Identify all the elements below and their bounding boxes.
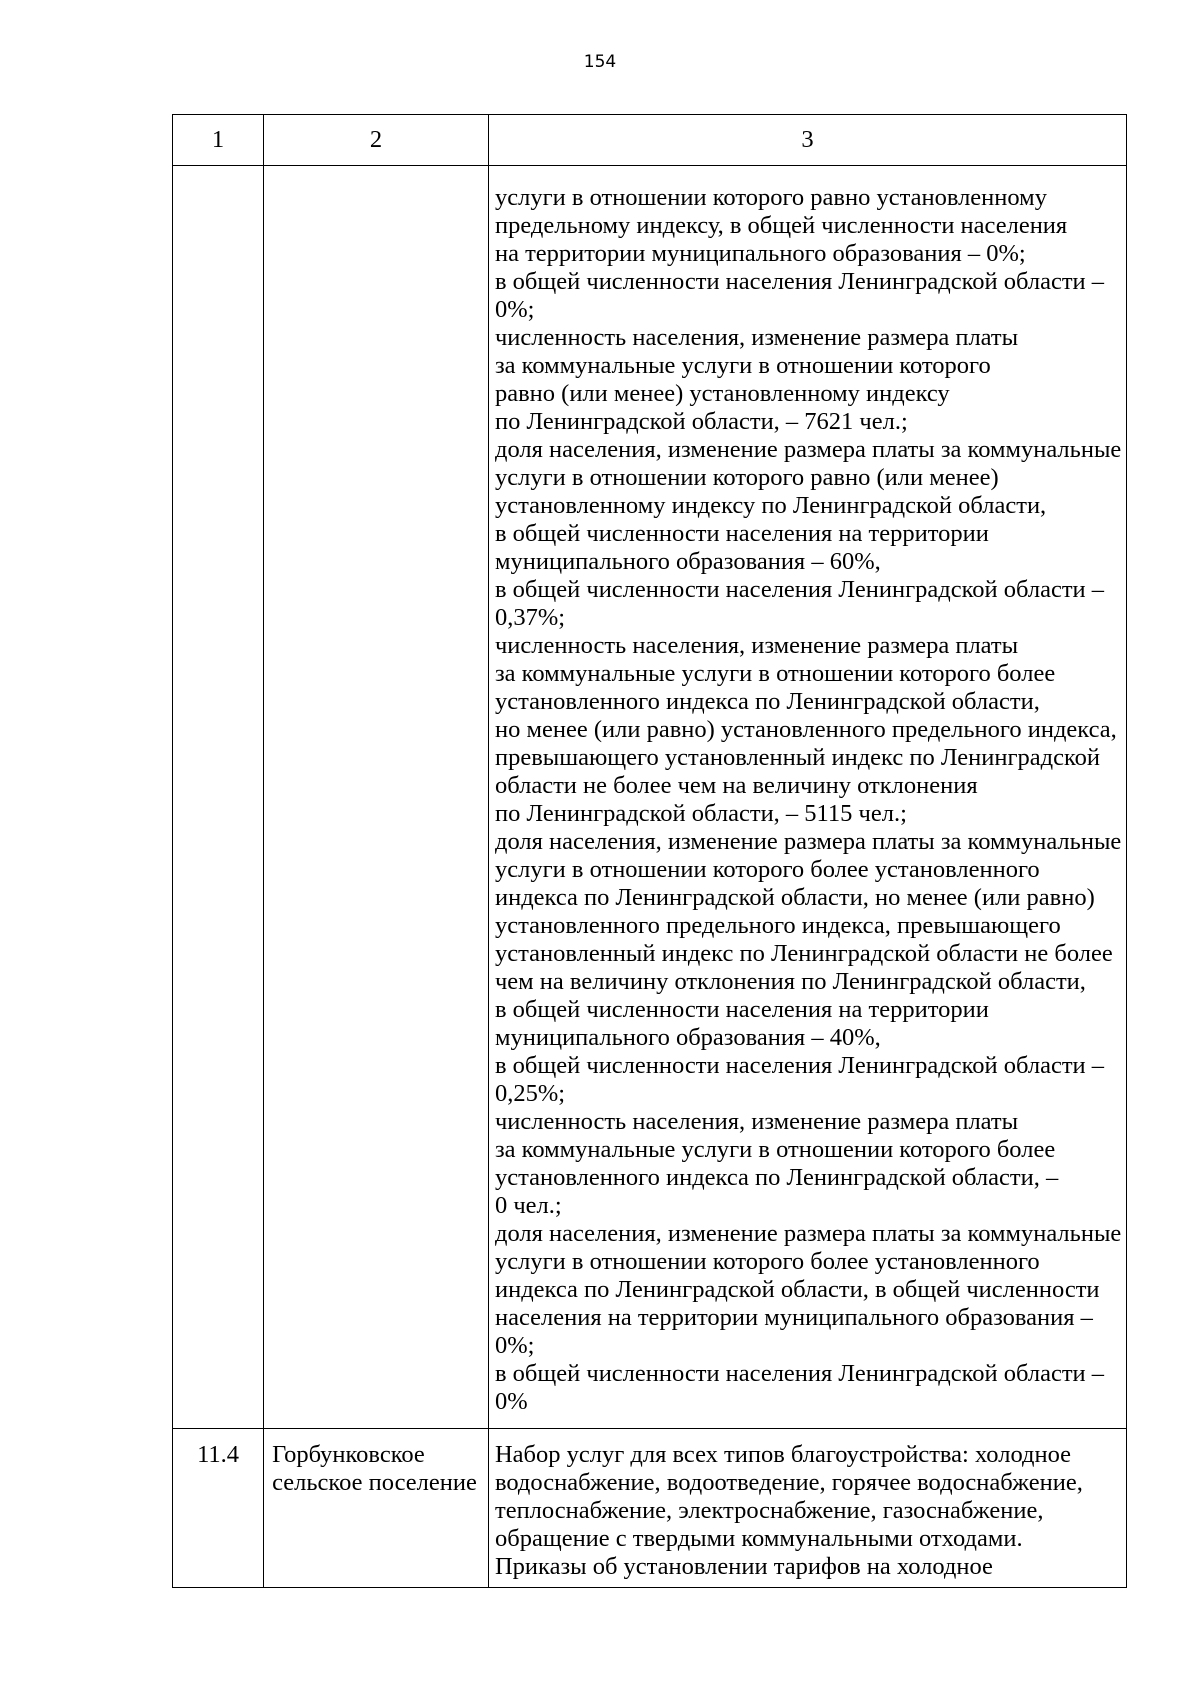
text-line: 0,25%; (494, 1080, 566, 1107)
text-line: по Ленинградской области, – 5115 чел.; (494, 800, 907, 827)
text-line: в общей численности населения Ленинградской области – (494, 576, 1105, 603)
row-number-cell (173, 166, 264, 1429)
page-number: 154 (583, 52, 617, 72)
row-description-cell (488, 1429, 1126, 1588)
text-line: 0%; (494, 1332, 535, 1359)
column-header-1: 1 (173, 115, 264, 166)
text-line: теплоснабжение, электроснабжение, газоснабжение, (494, 1497, 1044, 1524)
text-line: численность населения, изменение размера платы (494, 324, 1019, 351)
text-line: услуги в отношении которого более установленного (494, 856, 1040, 883)
text-line: превышающего установленный индекс по Ленинградской (494, 744, 1101, 771)
text-line: Набор услуг для всех типов благоустройства: холодное (494, 1441, 1071, 1468)
settlement-name-line: Горбунковское (272, 1441, 425, 1468)
text-line: муниципального образования – 40%, (494, 1024, 881, 1051)
text-line: 0,37%; (494, 604, 566, 631)
text-line: в общей численности населения на территории (494, 520, 989, 547)
table-header-row (173, 115, 1127, 166)
text-line: равно (или менее) установленному индексу (494, 380, 950, 407)
data-table (172, 114, 1127, 1588)
row-name-cell (264, 1429, 489, 1588)
text-line: но менее (или равно) установленного предельного индекса, (494, 716, 1117, 743)
text-line: населения на территории муниципального образования – (494, 1304, 1093, 1331)
text-line: в общей численности населения Ленинградской области – (494, 268, 1105, 295)
row-number-cell: 11.4 (173, 1429, 264, 1588)
description-text (495, 1441, 1122, 1581)
row-name-cell (264, 166, 489, 1429)
text-line: индекса по Ленинградской области, в общей численности (494, 1276, 1100, 1303)
text-line: доля населения, изменение размера платы за коммунальные (494, 1220, 1122, 1247)
text-line: 0 чел.; (494, 1192, 562, 1219)
text-line: численность населения, изменение размера платы (494, 1108, 1019, 1135)
text-line: численность населения, изменение размера платы (494, 632, 1019, 659)
text-line: водоснабжение, водоотведение, горячее водоснабжение, (494, 1469, 1083, 1496)
settlement-name-line: сельское поселение (272, 1469, 477, 1496)
text-line: в общей численности населения Ленинградской области – (494, 1360, 1105, 1387)
text-line: на территории муниципального образования – 0%; (494, 240, 1026, 267)
text-line: за коммунальные услуги в отношении которого (494, 352, 991, 379)
text-line: установленного индекса по Ленинградской области, – (494, 1164, 1059, 1191)
table-row-continuation (173, 166, 1127, 1429)
description-text (495, 184, 1122, 1416)
text-line: чем на величину отклонения по Ленинградской области, (494, 968, 1086, 995)
text-line: за коммунальные услуги в отношении которого более (494, 1136, 1056, 1163)
text-line: услуги в отношении которого равно установленному (494, 184, 1047, 211)
row-description-cell (488, 166, 1126, 1429)
text-line: установленного индекса по Ленинградской области, (494, 688, 1040, 715)
text-line: обращение с твердыми коммунальными отходами. (494, 1525, 1023, 1552)
table-row-11-4 (173, 1429, 1127, 1588)
text-line: по Ленинградской области, – 7621 чел.; (494, 408, 908, 435)
text-line: предельному индексу, в общей численности населения (494, 212, 1068, 239)
text-line: доля населения, изменение размера платы за коммунальные (494, 436, 1122, 463)
text-line: 0%; (494, 296, 535, 323)
text-line: в общей численности населения Ленинградской области – (494, 1052, 1105, 1079)
text-line: 0% (494, 1388, 528, 1415)
text-line: муниципального образования – 60%, (494, 548, 881, 575)
text-line: установленного предельного индекса, превышающего (494, 912, 1061, 939)
text-line: установленному индексу по Ленинградской области, (494, 492, 1047, 519)
text-line: за коммунальные услуги в отношении которого более (494, 660, 1056, 687)
text-line: доля населения, изменение размера платы за коммунальные (494, 828, 1122, 855)
text-line: установленный индекс по Ленинградской области не более (494, 940, 1113, 967)
column-header-3: 3 (488, 115, 1126, 166)
column-header-2: 2 (264, 115, 489, 166)
text-line: услуги в отношении которого равно (или менее) (494, 464, 999, 491)
text-line: в общей численности населения на территории (494, 996, 989, 1023)
text-line: услуги в отношении которого более установленного (494, 1248, 1040, 1275)
text-line: индекса по Ленинградской области, но менее (или равно) (494, 884, 1095, 911)
text-line: Приказы об установлении тарифов на холодное (494, 1553, 993, 1580)
text-line: области не более чем на величину отклонения (494, 772, 978, 799)
